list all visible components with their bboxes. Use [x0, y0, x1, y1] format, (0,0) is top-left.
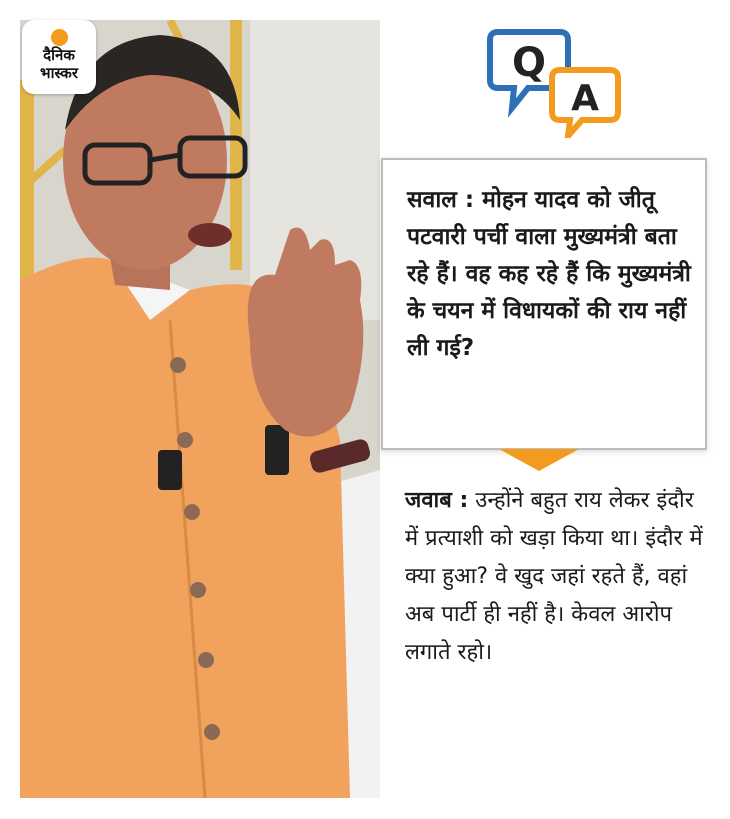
question-body: मोहन यादव को जीतू पटवारी पर्ची वाला मुख्यमंत्री बता रहे हैं। वह कह रहे हैं कि मुख्यमंत्री के चयन में विधायकों की राय नहीं ली गई? — [407, 187, 691, 361]
logo-line-1: दैनिक — [43, 46, 75, 64]
qa-speech-bubble-icon — [482, 28, 627, 138]
speaker-photo — [20, 20, 380, 798]
a-letter: A — [571, 78, 599, 119]
q-letter: Q — [511, 40, 547, 86]
logo-sun-icon — [51, 29, 68, 46]
answer-pointer-arrow — [499, 449, 579, 471]
answer-label: जवाब : — [405, 488, 469, 513]
dainik-bhaskar-logo — [22, 20, 96, 94]
question-label: सवाल : — [407, 187, 475, 213]
answer-text-block — [405, 482, 705, 672]
question-box — [381, 158, 707, 450]
logo-line-2: भास्कर — [40, 64, 78, 82]
speaker-illustration — [20, 20, 380, 798]
question-text-block — [407, 182, 697, 367]
answer-body: उन्होंने बहुत राय लेकर इंदौर में प्रत्याशी को खड़ा किया था। इंदौर में क्या हुआ? वे खुद जहां रहते हैं, वहां अब पार्टी ही नहीं है। केवल आरोप लगाते रहो। — [405, 488, 703, 665]
